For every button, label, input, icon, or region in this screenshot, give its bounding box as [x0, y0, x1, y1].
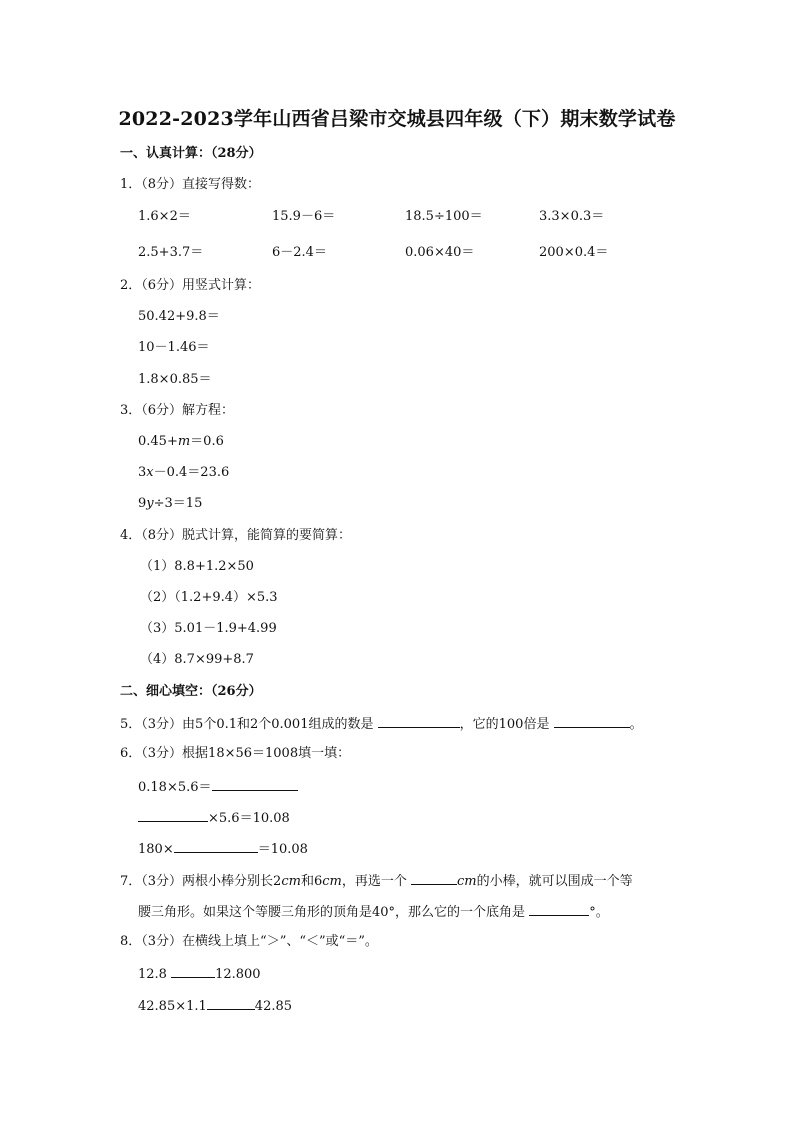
q3-equation-1 [138, 433, 224, 451]
answer-blank[interactable] [378, 714, 460, 728]
q6-text: ＝10.08 [257, 842, 308, 857]
q7-text: 和6 [300, 874, 323, 889]
q8-line-1 [138, 964, 261, 984]
q1-expr: 6－2.4＝ [272, 245, 327, 260]
q6-line-1 [138, 777, 298, 797]
question-2-stem: 2．（6分）用竖式计算： [120, 278, 261, 293]
section-heading-1: 一、认真计算：（28分） [120, 146, 262, 161]
q1-expr: 3.3×0.3＝ [539, 209, 605, 224]
q4-item: （4）8.7×99+8.7 [140, 652, 254, 667]
eq-part: ＝0.6 [190, 434, 224, 449]
eq-part: 0.45+ [138, 434, 178, 449]
eq-part: ÷3＝15 [153, 496, 203, 511]
q8-line-2 [138, 996, 292, 1016]
question-7-line-1 [120, 871, 633, 891]
unit: cm [322, 874, 342, 889]
question-8-stem: 8．（3分）在横线上填上“＞”、“＜”或“＝”。 [120, 934, 378, 949]
answer-blank[interactable] [554, 714, 630, 728]
q8-text: 42.85 [254, 999, 293, 1014]
question-3-stem: 3．（6分）解方程： [120, 403, 235, 418]
question-6-stem: 6．（3分）根据18×56＝1008填一填： [120, 746, 351, 761]
answer-blank[interactable] [212, 777, 298, 791]
q1-expr: 1.6×2＝ [138, 209, 191, 224]
answer-blank[interactable] [207, 996, 255, 1010]
page-title: 2022-2023学年山西省吕梁市交城县四年级（下）期末数学试卷 [118, 108, 676, 130]
question-4-stem: 4．（8分）脱式计算，能简算的要简算： [120, 528, 352, 543]
q1-expr: 0.06×40＝ [405, 245, 475, 260]
q2-item: 1.8×0.85＝ [138, 372, 212, 387]
q6-line-3 [138, 839, 308, 859]
q1-expr: 15.9－6＝ [272, 209, 336, 224]
q3-equation-3 [138, 495, 202, 513]
answer-blank[interactable] [171, 964, 215, 978]
eq-variable: y [146, 496, 154, 511]
q1-expr: 18.5÷100＝ [405, 209, 483, 224]
q4-item: （1）8.8+1.2×50 [140, 559, 254, 574]
eq-variable: x [146, 465, 154, 480]
q1-expr: 2.5+3.7＝ [138, 245, 204, 260]
question-7-line-2 [138, 902, 609, 922]
q7-text: 7．（3分）两根小棒分别长2 [120, 874, 282, 889]
q7-text: 腰三角形。如果这个等腰三角形的顶角是40°，那么它的一个底角是 [138, 905, 526, 920]
question-5 [120, 714, 643, 734]
q5-text: ，它的100倍是 [459, 717, 550, 732]
question-1-stem: 1．（8分）直接写得数： [120, 177, 261, 192]
answer-blank[interactable] [138, 808, 208, 822]
q6-line-2 [138, 808, 290, 828]
q5-text: 5．（3分）由5个0.1和2个0.001组成的数是 [120, 717, 374, 732]
q7-text: 的小棒，就可以围成一个等 [476, 874, 633, 889]
q7-text: ，再选一个 [341, 874, 407, 889]
q8-text: 12.800 [215, 967, 261, 982]
section-heading-2: 二、细心填空：（26分） [120, 684, 262, 699]
answer-blank[interactable] [174, 839, 258, 853]
eq-part: 9 [138, 496, 147, 511]
q4-item: （2）（1.2+9.4）×5.3 [140, 590, 278, 605]
q5-text: 。 [629, 717, 643, 732]
answer-blank[interactable] [529, 902, 589, 916]
q6-text: 0.18×5.6＝ [138, 780, 212, 795]
q2-item: 50.42+9.8＝ [138, 309, 220, 324]
answer-blank[interactable] [411, 871, 457, 885]
q7-text: °。 [589, 905, 609, 920]
q1-expr: 200×0.4＝ [539, 245, 609, 260]
eq-part: －0.4＝23.6 [153, 465, 230, 480]
q8-text: 12.8 [138, 967, 167, 982]
q8-text: 42.85×1.1 [138, 999, 207, 1014]
q3-equation-2 [138, 464, 229, 482]
q6-text: ×5.6＝10.08 [208, 811, 290, 826]
q2-item: 10－1.46＝ [138, 340, 210, 355]
unit: cm [456, 874, 477, 889]
eq-variable: m [177, 434, 191, 449]
eq-part: 3 [138, 465, 147, 480]
q6-text: 180× [138, 842, 174, 857]
unit: cm [281, 874, 301, 889]
q4-item: （3）5.01－1.9+4.99 [140, 621, 277, 636]
